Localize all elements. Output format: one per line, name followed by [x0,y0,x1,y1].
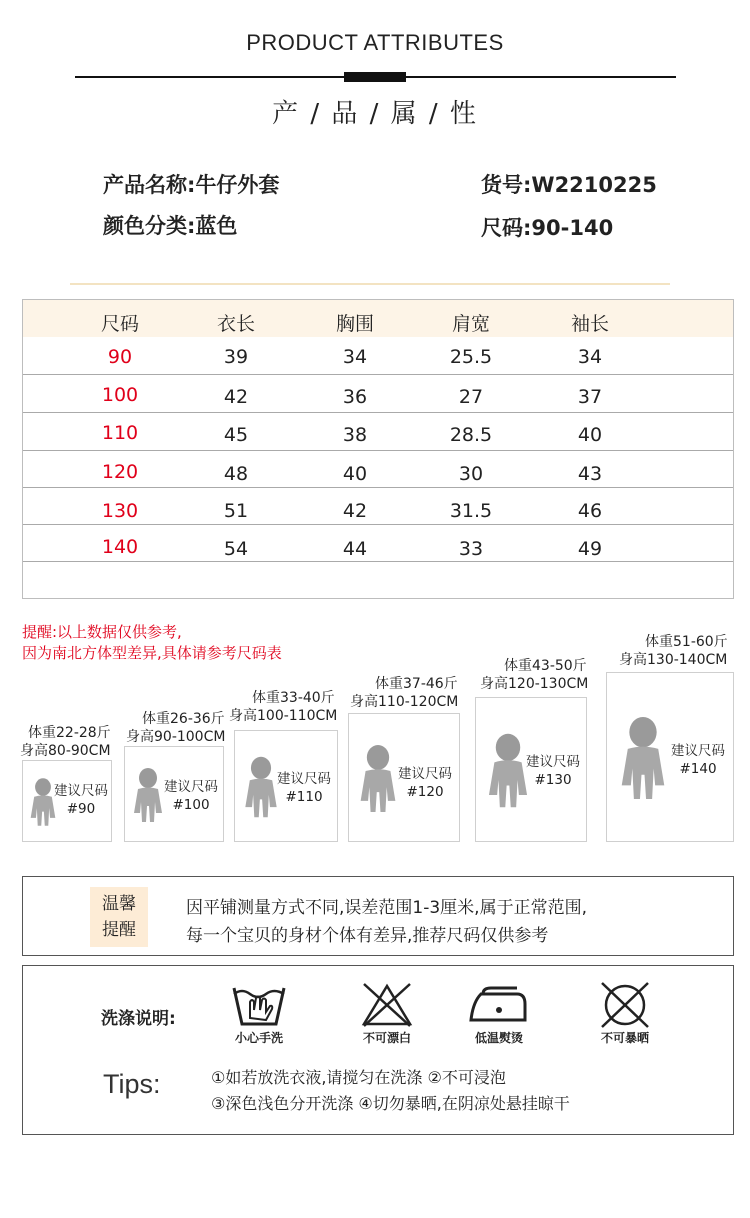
table-cell: 37 [577,386,603,408]
figure-weight: 体重33-40斤 [252,690,335,706]
warm-reminder-tag-line-2: 提醒 [102,920,136,940]
table-cell: 46 [577,500,603,522]
warm-reminder-tag [90,887,148,947]
warm-reminder-text-1: 因平铺测量方式不同,误差范围1-3厘米,属于正常范围, [186,898,587,918]
no-bleach-icon [358,980,416,1028]
table-row-divider [23,412,733,413]
table-cell: 34 [342,346,368,368]
table-cell: 25.5 [449,346,493,368]
table-row-divider [23,524,733,525]
figure-rec-size: #100 [172,797,210,813]
size-range-attr [481,212,613,242]
wash-label-no-bleach: 不可漂白 [362,1031,411,1045]
wash-title: 洗涤说明: [101,1009,176,1029]
tips-label: Tips: [103,1069,161,1099]
color-attr [103,210,237,240]
wash-label-no-sun-dry: 不可暴晒 [600,1031,649,1045]
wash-item-low-iron [459,980,539,1046]
figure-height: 身高130-140CM [619,652,728,668]
wash-item-hand-wash [219,980,299,1046]
figure-height: 身高100-110CM [229,708,338,724]
figure-height: 身高110-120CM [350,694,459,710]
attributes-divider [70,283,670,285]
figure-rec-size: #110 [285,789,323,805]
warm-reminder-text-2: 每一个宝贝的身材个体有差异,推荐尺码仅供参考 [186,926,549,946]
low-iron-icon [467,980,531,1028]
header-title-cn: 产 / 品 / 属 / 性 [272,99,478,129]
no-sun-dry-icon [596,980,654,1028]
table-cell: 49 [577,538,603,560]
size-range-label: 尺码: [481,216,532,240]
reminder-line-1: 提醒:以上数据仅供参考, [22,623,182,641]
product-name-attr [103,169,279,199]
hand-wash-icon [230,980,288,1028]
wash-item-no-bleach [347,980,427,1046]
figure-rec-label: 建议尺码 [671,743,725,759]
figure-height: 身高90-100CM [126,729,226,745]
header-divider-block [344,72,406,82]
figure-weight: 体重37-46斤 [375,676,458,692]
reminder-line-2: 因为南北方体型差异,具体请参考尺码表 [22,644,282,662]
table-cell: 45 [223,424,249,446]
table-cell: 42 [342,500,368,522]
table-row-divider [23,450,733,451]
figure-weight: 体重26-36斤 [142,711,225,727]
item-number-label: 货号: [481,173,532,197]
figure-height: 身高80-90CM [20,743,111,759]
figure-rec-size: #90 [66,801,96,817]
table-cell: 36 [342,386,368,408]
table-header-cell: 胸围 [335,313,374,335]
table-cell: 43 [577,463,603,485]
figure-rec-size: #130 [534,772,572,788]
color-value: 蓝色 [195,214,238,238]
product-name-value: 牛仔外套 [195,173,280,197]
color-label: 颜色分类: [103,214,196,238]
table-cell-size: 90 [107,346,133,368]
table-cell: 40 [577,424,603,446]
table-cell-size: 120 [101,461,139,483]
table-cell: 51 [223,500,249,522]
table-header-cell: 肩宽 [451,313,490,335]
figure-card [22,760,112,842]
figure-card [234,730,338,842]
figure-weight: 体重43-50斤 [504,658,587,674]
table-row-divider [23,487,733,488]
table-cell: 38 [342,424,368,446]
item-number-attr [481,169,657,199]
figure-rec-label: 建议尺码 [54,783,108,799]
figure-card [475,697,587,842]
table-cell: 48 [223,463,249,485]
figure-card [348,713,460,842]
figure-rec-size: #120 [406,784,444,800]
table-cell: 54 [223,538,249,560]
figure-rec-label: 建议尺码 [277,771,331,787]
size-range-value: 90-140 [531,216,614,240]
table-row-divider [23,561,733,562]
figure-rec-label: 建议尺码 [164,779,218,795]
table-cell: 39 [223,346,249,368]
table-cell: 40 [342,463,368,485]
wash-item-no-sun-dry [585,980,665,1046]
wash-label-hand-wash: 小心手洗 [234,1031,283,1045]
table-cell: 42 [223,386,249,408]
tip-line-1: ①如若放洗衣液,请搅匀在洗涤 ②不可浸泡 [211,1068,506,1087]
table-cell-size: 130 [101,500,139,522]
product-name-label: 产品名称: [103,173,196,197]
figure-rec-size: #140 [679,761,717,777]
table-cell-size: 110 [101,422,139,444]
warm-reminder-box [22,876,734,956]
table-cell: 34 [577,346,603,368]
table-header-cell: 袖长 [570,313,609,335]
figure-height: 身高120-130CM [480,676,589,692]
table-cell: 31.5 [449,500,493,522]
table-cell: 28.5 [449,424,493,446]
tip-line-2: ③深色浅色分开洗涤 ④切勿暴晒,在阴凉处悬挂晾干 [211,1094,570,1113]
size-table [22,299,734,599]
table-cell-size: 140 [101,536,139,558]
table-cell: 27 [458,386,484,408]
table-cell: 30 [458,463,484,485]
size-reminder [22,622,282,664]
figure-weight: 体重22-28斤 [28,725,111,741]
figure-rec-label: 建议尺码 [526,754,580,770]
item-number-value: W2210225 [531,173,657,197]
warm-reminder-tag-line-1: 温馨 [102,894,136,914]
figure-weight: 体重51-60斤 [645,634,728,650]
table-header-cell: 尺码 [100,313,139,335]
table-cell-size: 100 [101,384,139,406]
table-row-divider [23,374,733,375]
table-cell: 33 [458,538,484,560]
table-cell: 44 [342,538,368,560]
wash-label-low-iron: 低温熨烫 [474,1031,523,1045]
header-title-en: PRODUCT ATTRIBUTES [246,30,504,55]
wash-instructions-box [22,965,734,1135]
figure-card [606,672,734,842]
table-header-cell: 衣长 [216,313,255,335]
figure-rec-label: 建议尺码 [398,766,452,782]
figure-card [124,746,224,842]
